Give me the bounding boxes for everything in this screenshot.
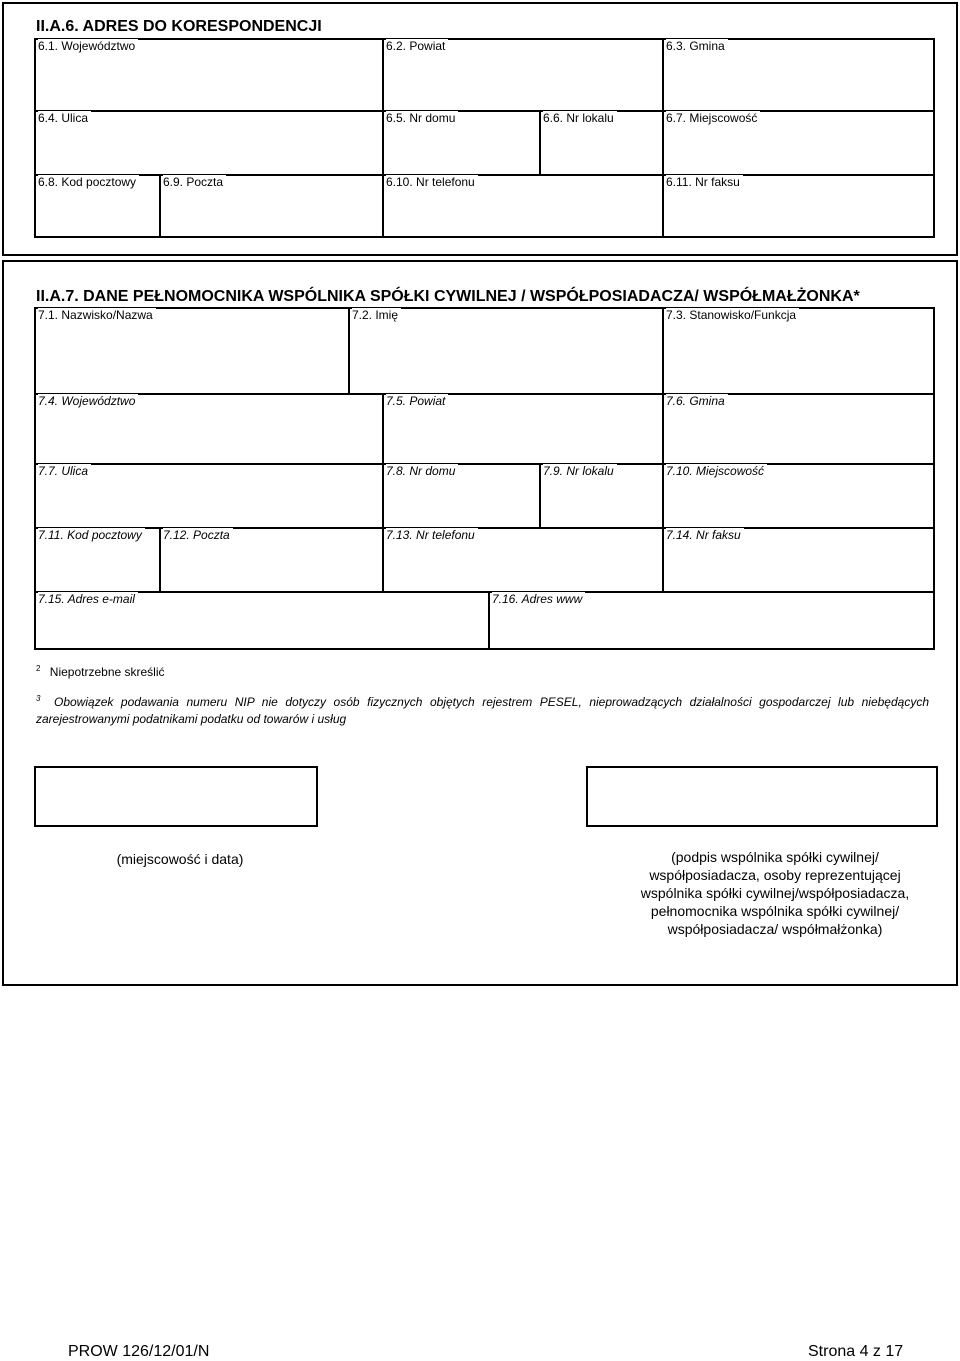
field-7-9[interactable]	[541, 465, 664, 529]
field-6-2[interactable]	[384, 40, 664, 112]
field-7-1[interactable]	[36, 309, 350, 395]
footnote-mark: 2	[36, 664, 41, 673]
field-7-8[interactable]	[384, 465, 541, 529]
field-6-4[interactable]	[36, 112, 384, 176]
field-7-7[interactable]	[36, 465, 384, 529]
field-label: 7.1. Nazwisko/Nazwa	[38, 308, 156, 322]
field-label: 7.2. Imię	[352, 308, 401, 322]
field-6-8[interactable]	[36, 176, 161, 238]
field-7-16[interactable]	[490, 593, 935, 650]
field-label: 6.3. Gmina	[666, 39, 728, 53]
section-6-grid	[34, 38, 935, 238]
field-label: 6.5. Nr domu	[386, 111, 458, 125]
field-6-6[interactable]	[541, 112, 664, 176]
field-label: 7.14. Nr faksu	[666, 528, 744, 542]
signature-caption: (podpis wspólnika spółki cywilnej/ współposiadacza, osoby reprezentującej wspólnika spółki cywilnej/współposiadacza, pełnomocnika wspólnika spółki cywilnej/ współposiadacza/ współmałżonka)	[640, 849, 910, 937]
field-7-3[interactable]	[664, 309, 935, 395]
document-code: PROW 126/12/01/N	[68, 1343, 210, 1360]
section-6-title: II.A.6. ADRES DO KORESPONDENCJI	[36, 18, 322, 35]
field-label: 7.12. Poczta	[163, 528, 233, 542]
field-label: 7.10. Miejscowość	[666, 464, 767, 478]
field-6-11[interactable]	[664, 176, 935, 238]
footnote-2	[36, 664, 926, 679]
field-7-10[interactable]	[664, 465, 935, 529]
field-label: 7.3. Stanowisko/Funkcja	[666, 308, 799, 322]
field-label: 6.2. Powiat	[386, 39, 448, 53]
place-date-caption: (miejscowość i data)	[116, 851, 244, 867]
field-label: 7.16. Adres www	[492, 592, 585, 606]
field-7-6[interactable]	[664, 395, 935, 465]
place-date-box[interactable]	[34, 766, 318, 827]
footnote-text: Niepotrzebne skreślić	[49, 665, 165, 679]
field-label: 6.6. Nr lokalu	[543, 111, 617, 125]
field-7-14[interactable]	[664, 529, 935, 593]
field-7-15[interactable]	[36, 593, 490, 650]
field-label: 7.8. Nr domu	[386, 464, 458, 478]
field-label: 7.6. Gmina	[666, 394, 728, 408]
field-label: 6.7. Miejscowość	[666, 111, 760, 125]
field-label: 6.1. Województwo	[38, 39, 138, 53]
field-label: 7.4. Województwo	[38, 394, 138, 408]
field-6-1[interactable]	[36, 40, 384, 112]
field-6-9[interactable]	[161, 176, 384, 238]
section-7-grid	[34, 307, 935, 650]
field-7-5[interactable]	[384, 395, 664, 465]
field-6-3[interactable]	[664, 40, 935, 112]
field-6-5[interactable]	[384, 112, 541, 176]
field-7-11[interactable]	[36, 529, 161, 593]
field-label: 7.11. Kod pocztowy	[38, 528, 145, 542]
footnote-mark: 3	[36, 694, 41, 703]
field-label: 6.11. Nr faksu	[666, 175, 743, 189]
page-number: Strona 4 z 17	[808, 1343, 904, 1360]
section-7-title: II.A.7. DANE PEŁNOMOCNIKA WSPÓLNIKA SPÓŁKI CYWILNEJ / WSPÓŁPOSIADACZA/ WSPÓŁMAŁŻONKA*	[36, 288, 860, 305]
field-label: 6.4. Ulica	[38, 111, 91, 125]
field-label: 6.8. Kod pocztowy	[38, 175, 139, 189]
field-label: 7.9. Nr lokalu	[543, 464, 617, 478]
field-label: 6.9. Poczta	[163, 175, 226, 189]
field-label: 7.5. Powiat	[386, 394, 448, 408]
field-7-12[interactable]	[161, 529, 384, 593]
footnote-3	[36, 690, 929, 728]
field-label: 7.13. Nr telefonu	[386, 528, 478, 542]
field-6-7[interactable]	[664, 112, 935, 176]
field-6-10[interactable]	[384, 176, 664, 238]
signature-box[interactable]	[586, 766, 938, 827]
field-7-13[interactable]	[384, 529, 664, 593]
field-label: 6.10. Nr telefonu	[386, 175, 478, 189]
field-7-4[interactable]	[36, 395, 384, 465]
field-label: 7.15. Adres e-mail	[38, 592, 138, 606]
footnote-text: Obowiązek podawania numeru NIP nie dotyczy osób fizycznych objętych rejestrem PESEL, nieprowadzących działalności gospodarczej lub niebędących zarejestrowanymi podatnikami podatku od towarów i usług	[36, 695, 929, 726]
field-7-2[interactable]	[350, 309, 664, 395]
field-label: 7.7. Ulica	[38, 464, 91, 478]
